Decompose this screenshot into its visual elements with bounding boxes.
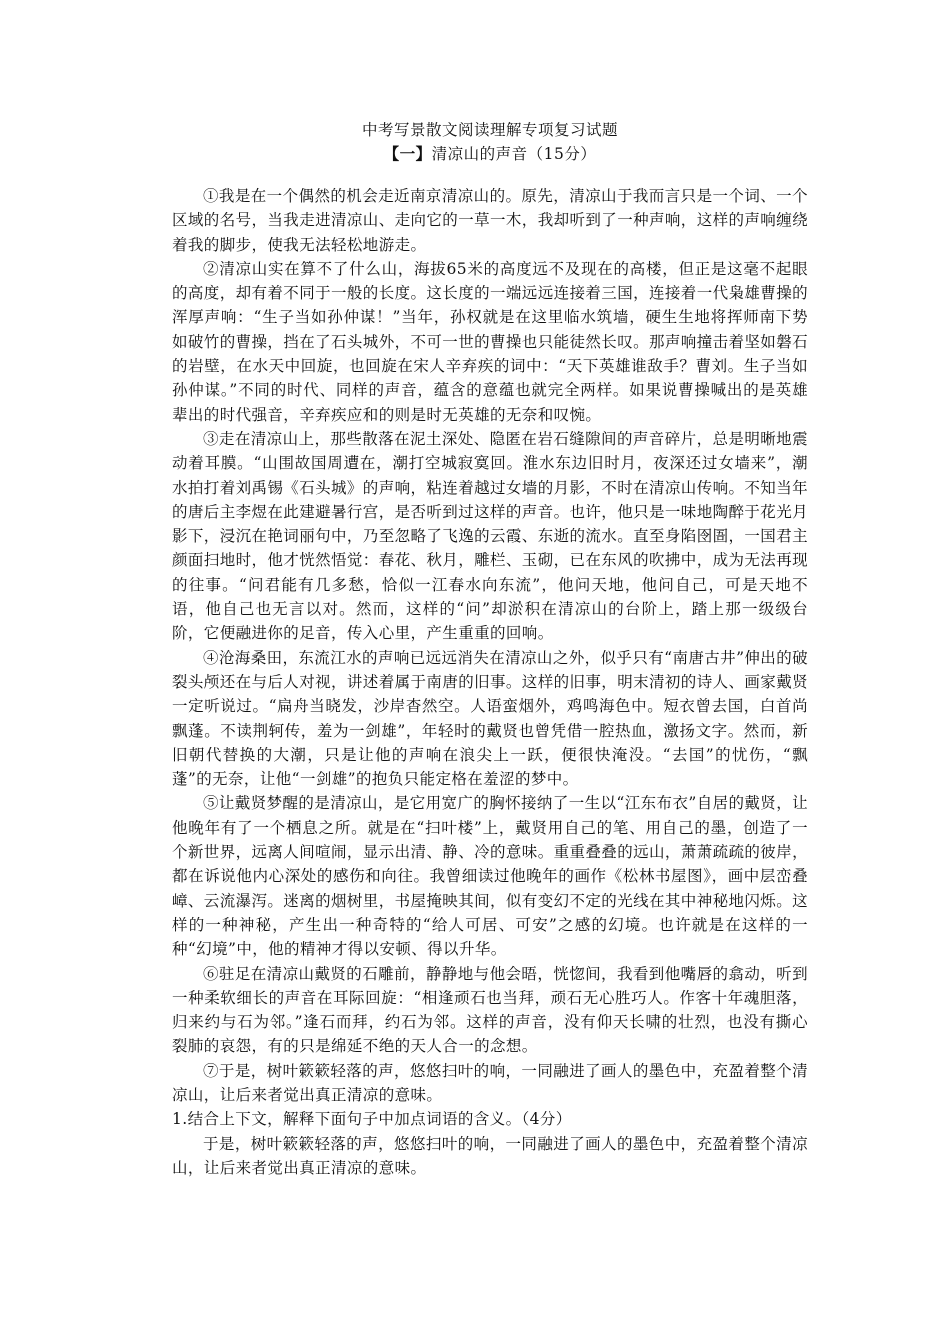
paragraph-5: ⑤让戴贤梦醒的是清凉山，是它用宽广的胸怀接纳了一生以“江东布衣”自居的戴贤，让他晚年有了一个栖息之所。就是在“扫叶楼”上，戴贤用自己的笔、用自己的墨，创造了一个新世界，远离人间喧闹，显示出清、静、冷的意味。重重叠叠的远山，萧萧疏疏的彼岸，都在诉说他内心深处的感伤和向往。我曾细读过他晚年的画作《松林书屋图》，画中层峦叠嶂、云流瀑泻。迷离的烟树里，书屋掩映其间，似有变幻不定的光线在其中神秘地闪烁。这样的一种神秘，产生出一种奇特的“给人可居、可安”之感的幻境。也许就是在这样的一种“幻境”中，他的精神才得以安顿、得以升华。 <box>172 794 809 959</box>
paragraph-1: ①我是在一个偶然的机会走近南京清凉山的。原先，清凉山于我而言只是一个词、一个区域的名号，当我走进清凉山、走向它的一草一木，我却听到了一种声响，这样的声响缠绕着我的脚步，使我无法轻松地游走。 <box>172 187 809 254</box>
paragraph-2: ②清凉山实在算不了什么山，海拔65米的高度远不及现在的高楼，但正是这毫不起眼的高度，却有着不同于一般的长度。这长度的一端远远连接着三国，连接着一代枭雄曹操的浑厚声响：“生子当如孙仲谋！”当年，孙权就是在这里临水筑墙，硬生生地将挥师南下势如破竹的曹操，挡在了石头城外，不可一世的曹操也只能徒然长叹。那声响撞击着坚如磐石的岩壁，在水天中回旋，也回旋在宋人辛弃疾的词中：“天下英雄谁敌手？曹刘。生子当如孙仲谋。”不同的时代、同样的声音，蕴含的意蕴也就完全两样。如果说曹操喊出的是英雄辈出的时代强音，辛弃疾应和的则是时无英雄的无奈和叹惋。 <box>172 259 809 424</box>
section-heading-text: 清凉山的声音（15分） <box>431 145 597 163</box>
paragraph-7: ⑦于是，树叶簌簌轻落的声，悠悠扫叶的响，一同融进了画人的墨色中，充盈着整个清凉山，让后来者觉出真正清凉的意味。 <box>172 1061 808 1104</box>
section-bracket-label: 【一】 <box>383 144 432 163</box>
paragraph-4: ④沧海桑田，东流江水的声响已远远消失在清凉山之外，似乎只有“南唐古井”伸出的破裂头颅还在与后人对视，讲述着属于南唐的旧事。这样的旧事，明末清初的诗人、画家戴贤一定听说过。“扁舟当晓发，沙岸杳然空。人语蛮烟外，鸡鸣海色中。短衣曾去国，白首尚飘蓬。不读荆轲传，羞为一剑雄”，年轻时的戴贤也曾凭借一腔热血，激扬文字。然而，新旧朝代替换的大潮，只是让他的声响在浪尖上一跃，便很快淹没。“去国”的忧伤，“飘蓬”的无奈，让他“一剑雄”的抱负只能定格在羞涩的梦中。 <box>172 648 809 789</box>
paragraph-3: ③走在清凉山上，那些散落在泥土深处、隐匿在岩石缝隙间的声音碎片，总是明晰地震动着耳膜。“山围故国周遭在，潮打空城寂寞回。淮水东边旧时月，夜深还过女墙来”，潮水拍打着刘禹锡《石头城》的声响，粘连着越过女墙的月影，不时在清凉山传响。不知当年的唐后主李煜在此建避暑行宫，是否听到过这样的声音。也许，他只是一味地陶醉于花光月影下，浸沉在艳词丽句中，乃至忽略了飞逸的云霞、东逝的流水。直至身陷囹圄，一国君主颜面扫地时，他才恍然悟觉：春花、秋月，雕栏、玉砌，已在东风的吹拂中，成为无法再现的往事。“问君能有几多愁，恰似一江春水向东流”，他问天地，他问自己，可是天地不语，他自己也无言以对。然而，这样的“问”却淤积在清凉山的台阶上，踏上那一级级台阶，它便融进你的足音，传入心里，产生重重的回响。 <box>172 429 809 643</box>
section-heading <box>172 142 808 166</box>
document-content <box>172 118 808 1180</box>
question-1-quote: 于是，树叶簌簌轻落的声，悠悠扫叶的响，一同融进了画人的墨色中，充盈着整个清凉山，让后来者觉出真正清凉的意味。 <box>172 1134 808 1177</box>
question-1: 1.结合上下文，解释下面句子中加点词语的含义。（4分） <box>172 1110 572 1129</box>
document-title: 中考写景散文阅读理解专项复习试题 <box>361 121 618 139</box>
paragraph-6: ⑥驻足在清凉山戴贤的石雕前，静静地与他会晤，恍惚间，我看到他嘴唇的翕动，听到一种柔软细长的声音在耳际回旋：“相逢顽石也当拜，顽石无心胜巧人。作客十年魂胆落，归来约与石为邻。”逢石而拜，约石为邻。这样的声音，没有仰天长啸的壮烈，也没有撕心裂肺的哀怨，有的只是绵延不绝的天人合一的念想。 <box>172 964 808 1056</box>
